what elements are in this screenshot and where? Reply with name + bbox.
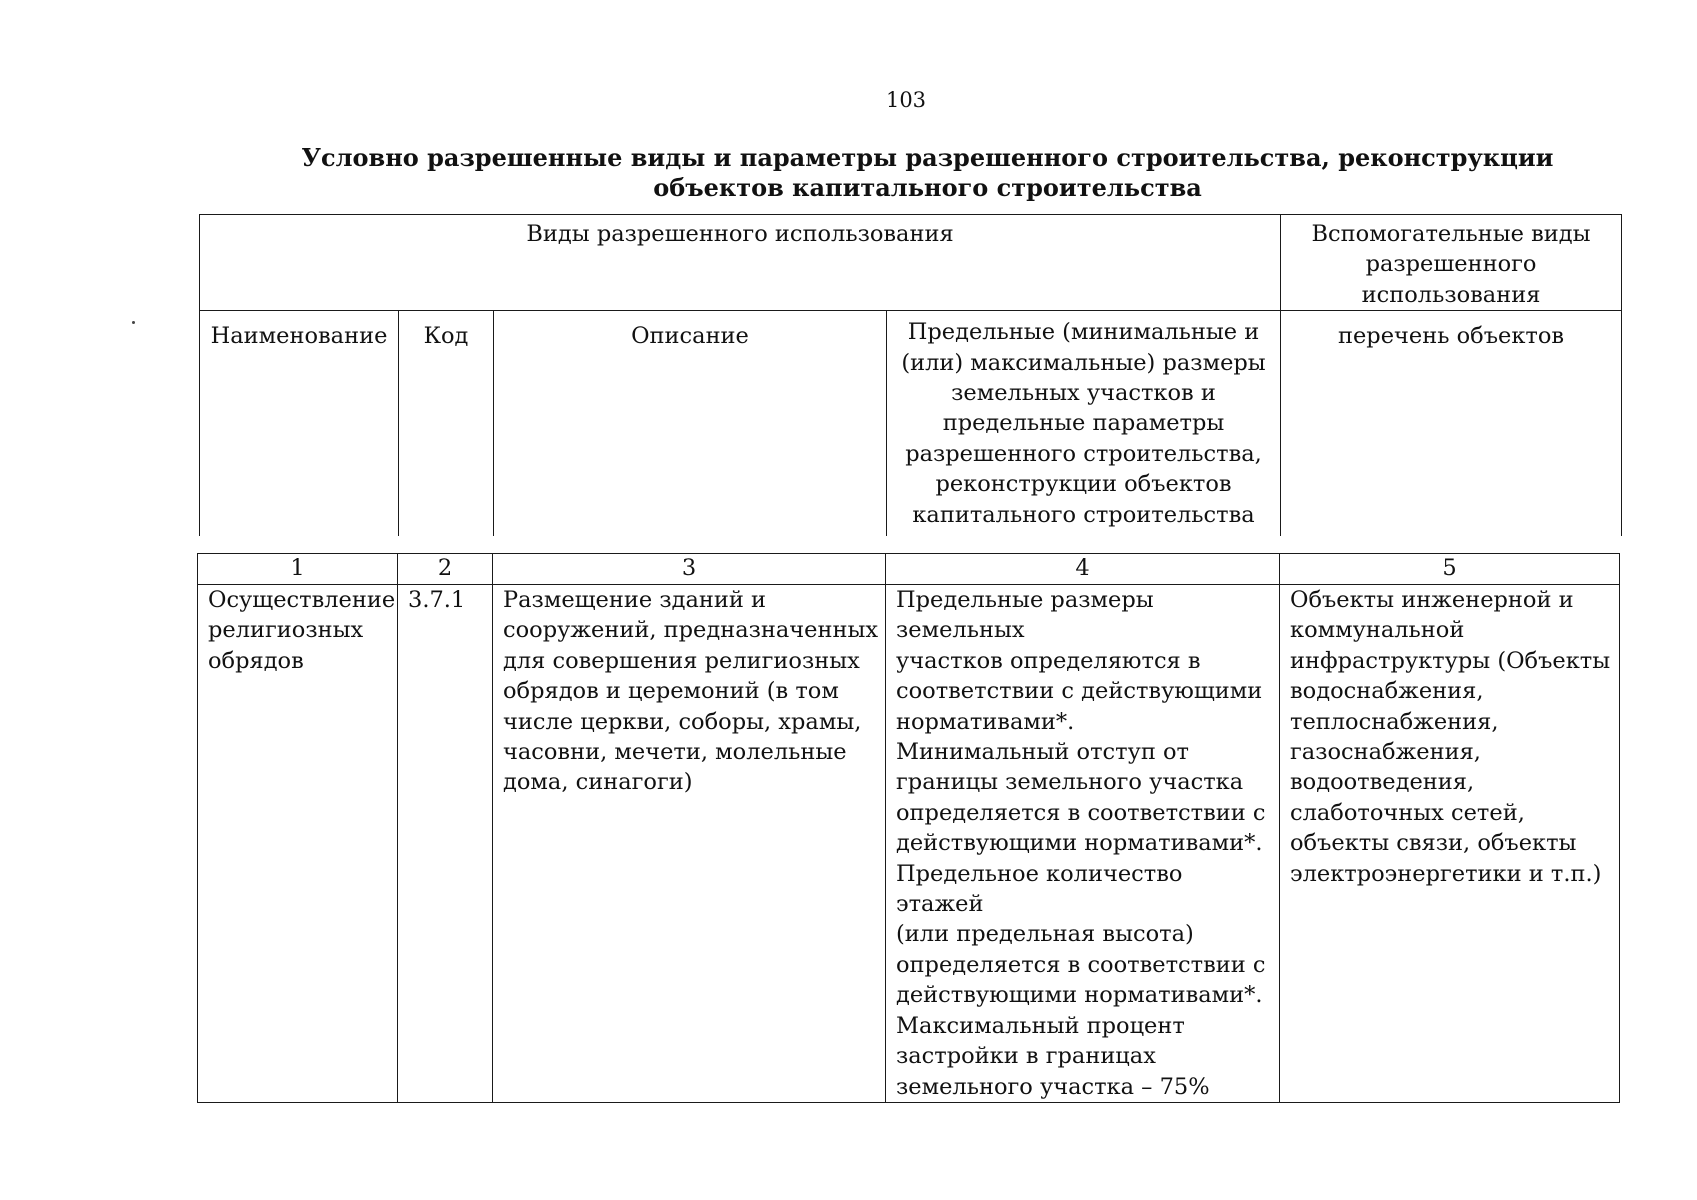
row-code: 3.7.1	[408, 587, 466, 613]
column-number: 1	[198, 554, 398, 585]
document-title: Условно разрешенные виды и параметры разрешенного строительства, реконструкции объектов капитального строительства	[301, 143, 1554, 202]
aux-label: Вспомогательные виды разрешенного использования	[1311, 221, 1591, 308]
row-name-cell	[198, 585, 398, 1103]
column-header-limits-text: Предельные (минимальные и (или) максимальные) размеры земельных участков и предельные параметры разрешенного строительства, реконструкции объектов капитального строительства	[901, 319, 1266, 528]
group-label-cell	[200, 215, 1281, 311]
header-group-row	[200, 215, 1622, 311]
aux-label-cell	[1281, 215, 1622, 311]
row-auxiliary-cell	[1280, 585, 1620, 1103]
table-row	[198, 585, 1620, 1103]
column-number: 5	[1280, 554, 1620, 585]
page-number: 103	[885, 88, 927, 112]
column-header-list-text: перечень объектов	[1337, 323, 1565, 350]
body-table	[197, 553, 1620, 1103]
column-header-code	[399, 311, 494, 537]
column-header-name-text: Наименование	[210, 323, 388, 350]
column-number: 2	[398, 554, 493, 585]
group-label: Виды разрешенного использования	[526, 221, 954, 247]
row-description: Размещение зданий и сооружений, предназначенных для совершения религиозных обрядов и церемоний (в том числе церкви, соборы, храмы, часовни, мечети, молельные дома, синагоги)	[503, 587, 879, 796]
column-number-row	[198, 554, 1620, 585]
column-number: 4	[886, 554, 1280, 585]
column-header-code-text: Код	[423, 323, 469, 350]
row-code-cell	[398, 585, 493, 1103]
column-header-description	[494, 311, 887, 537]
row-auxiliary: Объекты инженерной и коммунальной инфраструктуры (Объекты водоснабжения, теплоснабжения, газоснабжения, водоотведения, слаботочных сетей, объекты связи, объекты электроэнергетики и т.п.)	[1290, 587, 1611, 887]
row-limits-cell	[886, 585, 1280, 1103]
column-header-description-text: Описание	[631, 323, 749, 350]
column-number: 3	[493, 554, 886, 585]
row-name: Осуществление религиозных обрядов	[208, 587, 396, 674]
header-column-row	[200, 311, 1622, 537]
scan-speck	[132, 321, 135, 324]
column-header-list	[1281, 311, 1622, 537]
column-header-limits	[887, 311, 1281, 537]
header-table	[199, 214, 1622, 536]
row-limits: Предельные размеры земельных участков определяются в соответствии с действующими нормативами*. Минимальный отступ от границы земельного участка определяется в соответствии с действующими нормативами*. Предельное количество этажей (или предельная высота) определяется в соответствии с действующими нормативами*. Максимальный процент застройки в границах земельного участка – 75%	[896, 587, 1266, 1100]
column-header-name	[200, 311, 399, 537]
row-description-cell	[493, 585, 886, 1103]
